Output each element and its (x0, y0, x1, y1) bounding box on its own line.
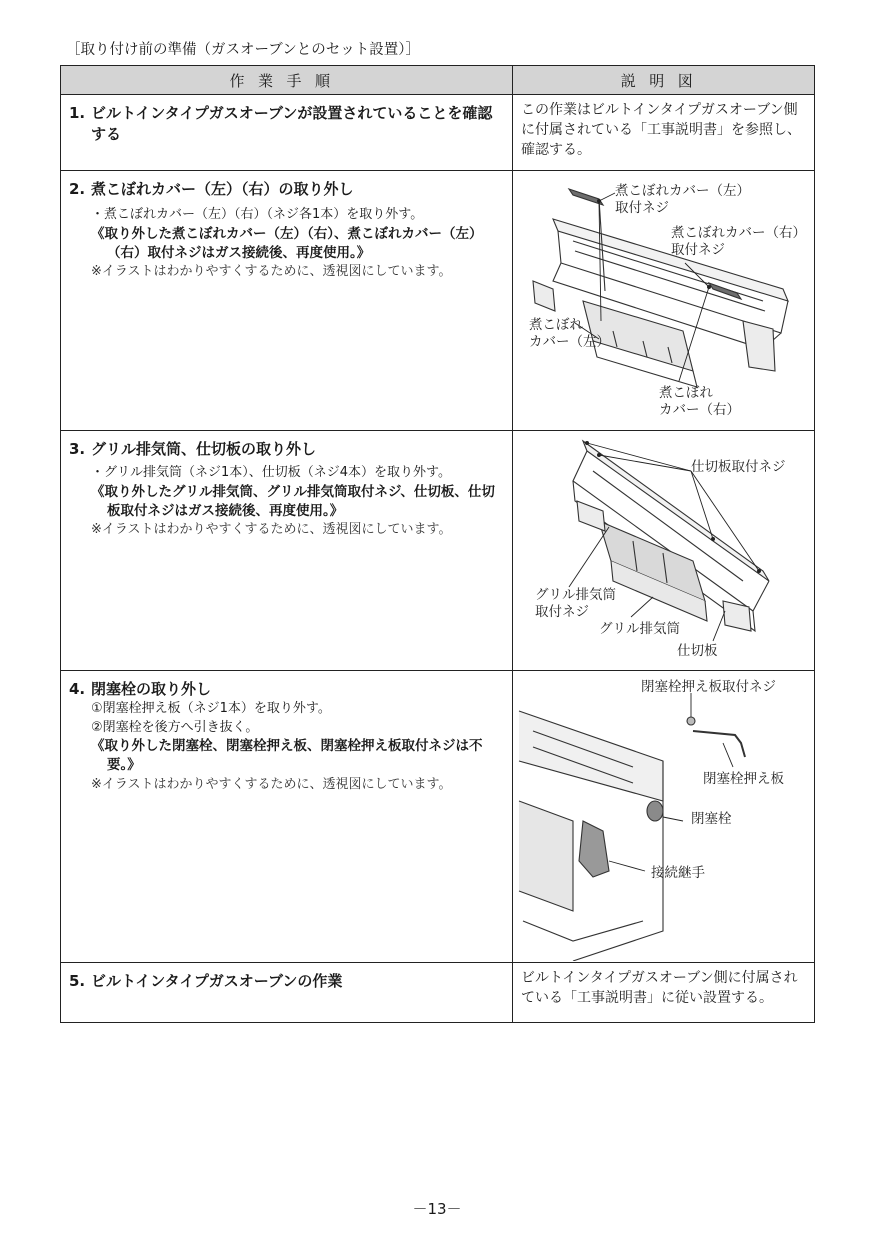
header-diagram: 説明図 (513, 66, 815, 95)
step-number: 4. (69, 680, 86, 698)
table-header-row (61, 66, 815, 95)
step-5-procedure (61, 963, 513, 1023)
step-number: 5. (69, 972, 86, 990)
step-reuse-note: 《取り外した煮こぼれカバー（左）（右）、煮こぼれカバー（左）（右）取付ネジはガス接続後、再度使用。》 (91, 225, 483, 261)
screw-left-label: 煮こぼれカバー（左） 取付ネジ (615, 183, 750, 216)
step-instruction: ②閉塞栓を後方へ引き抜く。 (91, 719, 259, 735)
plate-label: 閉塞栓押え板 (703, 771, 784, 787)
step-description: この作業はビルトインタイプガスオーブン側に付属されている「工事説明書」を参照し、確認する。 (521, 102, 801, 158)
step-number: 3. (69, 440, 86, 458)
step-row-2 (61, 171, 815, 431)
partition-screw-label: 仕切板取付ネジ (691, 459, 786, 475)
step-3-procedure (61, 431, 513, 671)
step-title: グリル排気筒、仕切板の取り外し (91, 440, 317, 458)
step-1-description (513, 95, 815, 171)
step-illustration-note: ※イラストはわかりやすくするために、透視図にしています。 (91, 264, 452, 280)
step-row-4 (61, 671, 815, 963)
step-4-diagram (513, 671, 815, 963)
exhaust-label: グリル排気筒 (599, 621, 680, 637)
step-description: ビルトインタイプガスオーブン側に付属されている「工事説明書」に従い設置する。 (521, 970, 798, 1006)
step-3-diagram (513, 431, 815, 671)
cover-removal-figure (513, 171, 814, 429)
cover-right-label: 煮こぼれ カバー（右） (659, 385, 740, 418)
step-instruction: ・グリル排気筒（ネジ1本）、仕切板（ネジ4本）を取り外す。 (91, 465, 452, 481)
header-procedure: 作業手順 (61, 66, 513, 95)
step-discard-note: 《取り外した閉塞栓、閉塞栓押え板、閉塞栓押え板取付ネジは不要。》 (91, 738, 483, 774)
partition-label: 仕切板 (677, 643, 718, 659)
plug-removal-illustration (513, 671, 813, 961)
step-instruction: ・煮こぼれカバー（左）（右）（ネジ各1本）を取り外す。 (91, 207, 424, 223)
step-4-title-block (69, 679, 504, 700)
step-number: 1. (69, 104, 86, 122)
step-number: 2. (69, 180, 86, 198)
step-title: ビルトインタイプガスオーブンが設置されていることを確認する (91, 104, 493, 144)
step-1-title-block (69, 103, 504, 146)
step-5-description (513, 963, 815, 1023)
step-instruction: ①閉塞栓押え板（ネジ1本）を取り外す。 (91, 701, 331, 717)
page-number: －13－ (412, 1200, 462, 1218)
step-3-title-block (69, 439, 504, 460)
page-title: ［取り付け前の準備（ガスオーブンとのセット設置）］ (66, 42, 420, 58)
procedure-table (60, 65, 815, 1023)
step-title: 煮こぼれカバー（左）（右）の取り外し (91, 180, 354, 198)
plate-screw-label: 閉塞栓押え板取付ネジ (641, 679, 776, 695)
step-title: 閉塞栓の取り外し (91, 680, 212, 698)
step-1-procedure (61, 95, 513, 171)
step-2-title-block (69, 179, 504, 200)
step-2-diagram (513, 171, 815, 431)
step-5-title-block (69, 971, 504, 992)
plug-label: 閉塞栓 (691, 811, 732, 827)
step-title: ビルトインタイプガスオーブンの作業 (91, 972, 343, 990)
step-2-procedure (61, 171, 513, 431)
step-row-5 (61, 963, 815, 1023)
step-reuse-note: 《取り外したグリル排気筒、グリル排気筒取付ネジ、仕切板、仕切板取付ネジはガス接続後、再度使用。》 (91, 483, 495, 519)
step-illustration-note: ※イラストはわかりやすくするために、透視図にしています。 (91, 776, 452, 792)
screw-right-label: 煮こぼれカバー（右） 取付ネジ (671, 225, 806, 258)
step-4-procedure (61, 671, 513, 963)
step-row-3 (61, 431, 815, 671)
exhaust-screw-label: グリル排気筒 取付ネジ (535, 587, 616, 620)
plug-removal-figure (513, 671, 814, 961)
cover-left-label: 煮こぼれ カバー（左） (529, 317, 610, 350)
exhaust-removal-figure (513, 431, 814, 669)
step-row-1 (61, 95, 815, 171)
joint-label: 接続継手 (651, 865, 705, 881)
step-illustration-note: ※イラストはわかりやすくするために、透視図にしています。 (91, 522, 452, 538)
